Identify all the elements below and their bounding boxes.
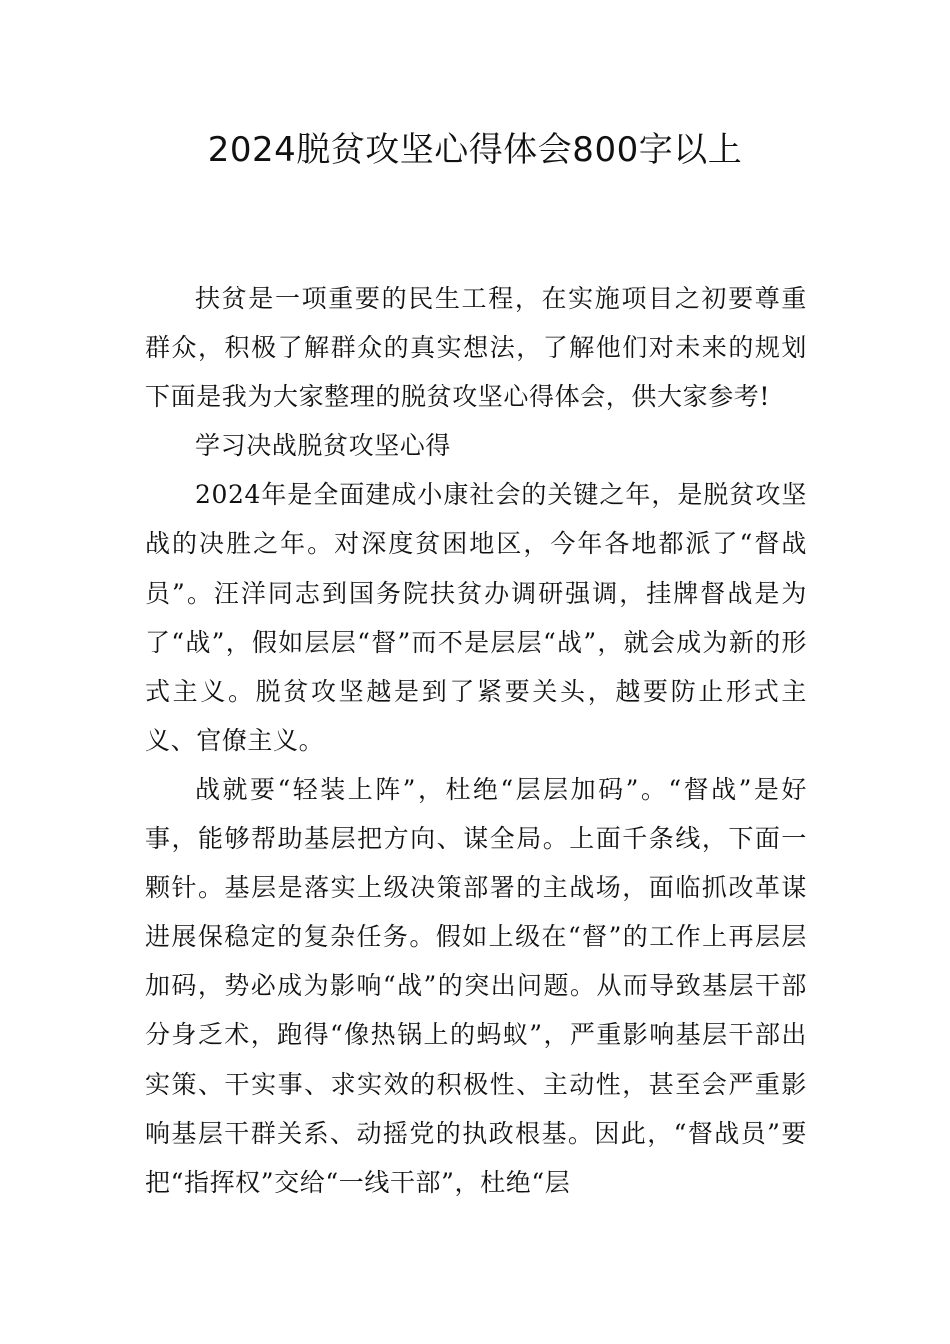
document-title: 2024脱贫攻坚心得体会800字以上 — [207, 130, 743, 170]
paragraph-2: 战就要“轻装上阵”，杜绝“层层加码”。“督战”是好事，能够帮助基层把方向、谋全局。上面千条线，下面一颗针。基层是落实上级决策部署的主战场，面临抓改革谋进展保稳定的复杂任务。假如上级在“督”的工作上再层层加码，势必成为影响“战”的突出问题。从而导致基层干部分身乏术，跑得“像热锅上的蚂蚁”，严重影响基层干部出实策、干实事、求实效的积极性、主动性，甚至会严重影响基层干群关系、动摇党的执政根基。因此，“督战员”要把“指挥权”交给“一线干部”，杜绝“层 — [145, 774, 807, 1197]
section-heading: 学习决战脱贫攻坚心得 — [195, 431, 452, 461]
document-body — [145, 274, 807, 1207]
paragraph-intro: 扶贫是一项重要的民生工程，在实施项目之初要尊重群众，积极了解群众的真实想法，了解他们对未来的规划下面是我为大家整理的脱贫攻坚心得体会，供大家参考! — [145, 284, 807, 412]
paragraph-1: 2024年是全面建成小康社会的关键之年，是脱贫攻坚战的决胜之年。对深度贫困地区，今年各地都派了“督战员”。汪洋同志到国务院扶贫办调研强调，挂牌督战是为了“战”，假如层层“督”而不是层层“战”，就会成为新的形式主义。脱贫攻坚越是到了紧要关头，越要防止形式主义、官僚主义。 — [145, 480, 807, 755]
